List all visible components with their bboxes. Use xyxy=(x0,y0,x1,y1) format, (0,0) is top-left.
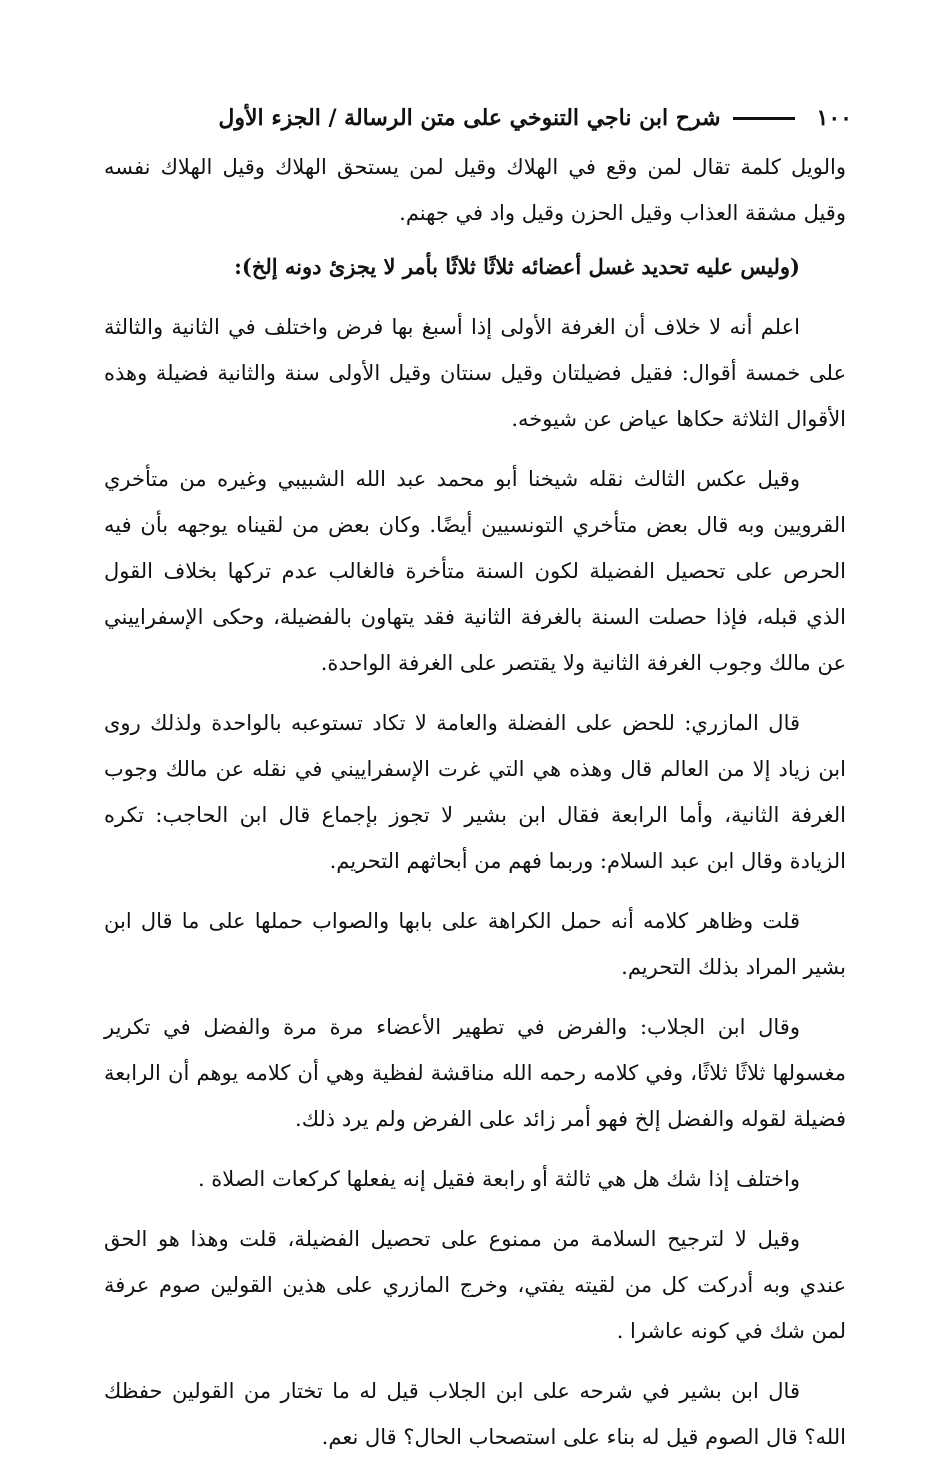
paragraph-3: وقيل عكس الثالث نقله شيخنا أبو محمد عبد الله الشبيبي وغيره من متأخري القرويين وبه قال بعض متأخري التونسيين أيضًا. وكان بعض من لقيناه يوجهه بأن فيه الحرص على تحصيل الفضيلة لكون السنة متأخرة فالغالب عدم تركها بخلاف القول الذي قبله، فإذا حصلت السنة بالغرفة الثانية فقد يتهاون بالفضيلة، وحكى الإسفراييني عن مالك وجوب الغرفة الثانية ولا يقتصر على الغرفة الواحدة. xyxy=(104,467,846,675)
page-number: ١٠٠ xyxy=(816,105,852,131)
paragraph-1: والويل كلمة تقال لمن وقع في الهلاك وقيل لمن يستحق الهلاك وقيل الهلاك نفسه وقيل مشقة العذاب وقيل الحزن وقيل واد في جهنم. xyxy=(104,155,846,225)
paragraph-7: واختلف إذا شك هل هي ثالثة أو رابعة فقيل إنه يفعلها كركعات الصلاة . xyxy=(197,1167,800,1191)
page-header xyxy=(108,98,852,138)
header-rule xyxy=(733,117,795,120)
paragraph-4: قال المازري: للحض على الفضلة والعامة لا تكاد تستوعبه بالواحدة ولذلك روى ابن زياد إلا من العالم قال وهذه هي التي غرت الإسفراييني في نقله عن مالك وجوب الغرفة الثانية، وأما الرابعة فقال ابن بشير لا تجوز بإجماع قال ابن الحاجب: تكره الزيادة وقال ابن عبد السلام: وربما فهم من أبحاثهم التحريم. xyxy=(104,711,846,873)
paragraph-5: قلت وظاهر كلامه أنه حمل الكراهة على بابها والصواب حملها على ما قال ابن بشير المراد بذلك التحريم. xyxy=(104,909,846,979)
paragraph-8: وقيل لا لترجيح السلامة من ممنوع على تحصيل الفضيلة، قلت وهذا هو الحق عندي وبه أدركت كل من لقيته يفتي، وخرج المازري على هذين القولين صوم عرفة لمن شك في كونه عاشرا . xyxy=(104,1227,846,1343)
paragraph-6: وقال ابن الجلاب: والفرض في تطهير الأعضاء مرة مرة والفضل في تكرير مغسولها ثلاثًا ثلاثًا، وفي كلامه رحمه الله مناقشة لفظية وهي أن كلامه يوهم أن الرابعة فضيلة لقوله والفضل إلخ فهو أمر زائد على الفرض ولم يرد ذلك. xyxy=(104,1015,846,1131)
paragraph-9: قال ابن بشير في شرحه على ابن الجلاب قيل له ما تختار من القولين حفظك الله؟ قال الصوم قيل له بناء على استصحاب الحال؟ قال نعم. xyxy=(104,1379,846,1449)
body-text xyxy=(104,144,846,1460)
running-title: شرح ابن ناجي التنوخي على متن الرسالة / الجزء الأول xyxy=(218,105,721,131)
section-heading: (وليس عليه تحديد غسل أعضائه ثلاثًا ثلاثًا بأمر لا يجزئ دونه إلخ): xyxy=(234,254,800,279)
paragraph-2: اعلم أنه لا خلاف أن الغرفة الأولى إذا أسبغ بها فرض واختلف في الثانية والثالثة على خمسة أقوال: فقيل فضيلتان وقيل سنتان وقيل الأولى سنة والثانية فضيلة وهذه الأقوال الثلاثة حكاها عياض عن شيوخه. xyxy=(104,315,846,431)
